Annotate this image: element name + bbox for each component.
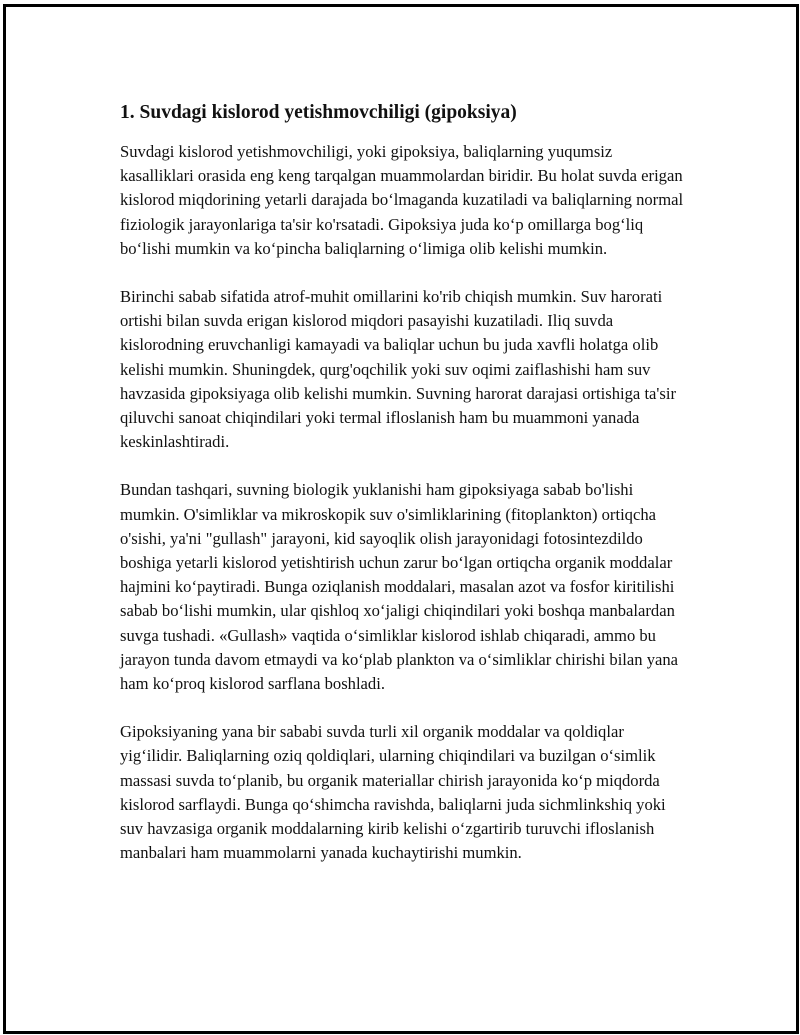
paragraph-environment-causes: Birinchi sabab sifatida atrof-muhit omillarini ko'rib chiqish mumkin. Suv harorati ortishi bilan suvda erigan kislorod miqdori pasayishi kuzatiladi. Iliq suvda kislorodning eruvchanligi kamayadi va baliqlar uchun bu juda xavfli holatga olib kelishi mumkin. Shuningdek, qurg'oqchilik yoki suv oqimi zaiflashishi ham suv havzasida gipoksiyaga olib kelishi mumkin. Suvning harorat darajasi ortishiga ta'sir qiluvchi sanoat chiqindilari yoki termal ifloslanish ham bu muammoni yanada keskinlashtiradi. [120,287,677,452]
paragraph-biological-load: Bundan tashqari, suvning biologik yuklanishi ham gipoksiyaga sabab bo'lishi mumkin. O'simliklar va mikroskopik suv o'simliklarining (fitoplankton) ortiqcha o'sishi, ya'ni "gullash" jarayoni, kid sayoqlik olish jarayonidagi fotosintezdildo boshiga yetarli kislorod yetishtirish uchun zarur boʻlgan ortiqcha organik moddalar hajmini koʻpaytiradi. Bunga oziqlanish moddalari, masalan azot va fosfor kiritilishi sabab boʻlishi mumkin, ular qishloq xoʻjaligi chiqindilari yoki boshqa manbalardan suvga tushadi. «Gullash» vaqtida oʻsimliklar kislorod ishlab chiqaradi, ammo bu jarayon tunda davom etmaydi va koʻplab plankton va oʻsimliklar chirishi bilan yana ham koʻproq kislorod sarflana boshladi. [120,480,679,694]
section-heading: 1. Suvdagi kislorod yetishmovchiligi (gipoksiya) [120,102,517,123]
page-border [3,4,799,1034]
paragraph-intro: Suvdagi kislorod yetishmovchiligi, yoki gipoksiya, baliqlarning yuqumsiz kasalliklari orasida eng keng tarqalgan muammolardan biridir. Bu holat suvda erigan kislorod miqdorining yetarli darajada boʻlmaganda kuzatiladi va baliqlarning normal fiziologik jarayonlariga ta'sir ko'rsatadi. Gipoksiya juda koʻp omillarga bogʻliq boʻlishi mumkin va koʻpincha baliqlarning oʻlimiga olib kelishi mumkin. [120,142,684,258]
document-body [120,100,690,889]
paragraph-organic-matter: Gipoksiyaning yana bir sababi suvda turli xil organik moddalar va qoldiqlar yigʻilidir. Baliqlarning oziq qoldiqlari, ularning chiqindilari va buzilgan oʻsimlik massasi suvda toʻplanib, bu organik materiallar chirish jarayonida koʻp miqdorda kislorod sarflaydi. Bunga qoʻshimcha ravishda, baliqlarni juda sichmlinkshiq yoki suv havzasiga organik moddalarning kirib kelishi oʻzgartirib turuvchi ifloslanish manbalari ham muammolarni yanada kuchaytirishi mumkin. [120,722,666,863]
